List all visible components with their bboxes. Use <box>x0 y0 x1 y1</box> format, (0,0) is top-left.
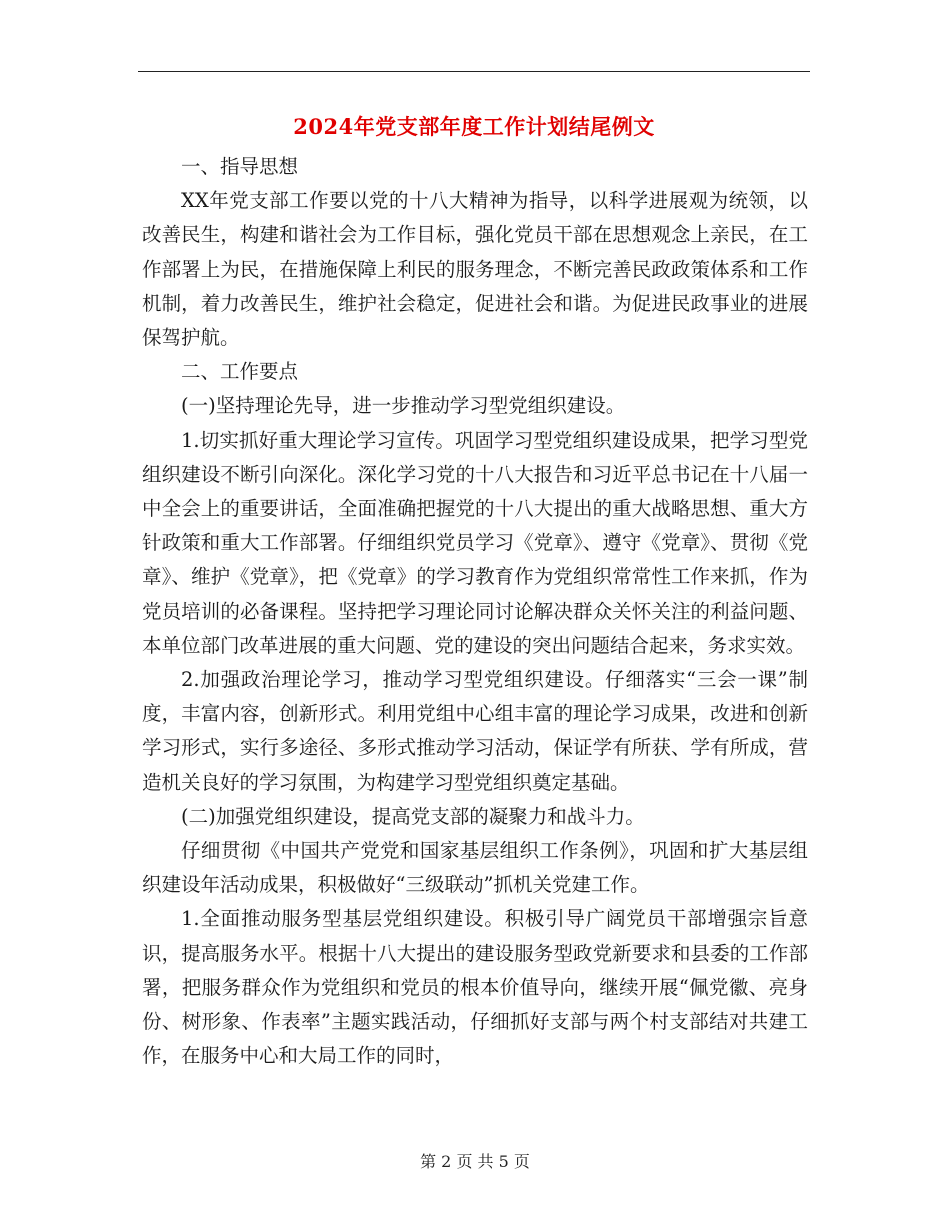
heading-guiding-ideology: 一、指导思想 <box>181 155 299 178</box>
subheading-theory-guidance: (一)坚持理论先导，进一步推动学习型党组织建设。 <box>181 394 626 418</box>
paragraph-political-study: 2.加强政治理论学习，推动学习型党组织建设。仔细落实“三会一课”制度，丰富内容，创新形式。利用党组中心组丰富的理论学习成果，改进和创新学习形式，实行多途径、多形式推动学习活动，保证学有所获、学有所成，营造机关良好的学习氛围，为构建学习型党组织奠定基础。 <box>142 668 808 794</box>
subheading-party-organization: (二)加强党组织建设，提高党支部的凝聚力和战斗力。 <box>181 804 645 828</box>
document-body <box>142 150 808 1073</box>
document-title: 2024年党支部年度工作计划结尾例文 <box>293 114 655 139</box>
header-rule <box>138 71 810 72</box>
paragraph-theory-study: 1.切实抓好重大理论学习宣传。巩固学习型党组织建设成果，把学习型党组织建设不断引向深化。深化学习党的十八大报告和习近平总书记在十八届一中全会上的重要讲话，全面准确把握党的十八大提出的重大战略思想、重大方针政策和重大工作部署。仔细组织党员学习《党章》、遵守《党章》、贯彻《党章》、维护《党章》，把《党章》的学习教育作为党组织常常性工作来抓，作为党员培训的必备课程。坚持把学习理论同讨论解决群众关怀关注的利益问题、本单位部门改革进展的重大问题、党的建设的突出问题结合起来，务求实效。 <box>142 428 808 657</box>
page-number-footer: 第 2 页 共 5 页 <box>420 1152 530 1171</box>
paragraph-service-organization: 1.全面推动服务型基层党组织建设。积极引导广阔党员干部增强宗旨意识，提高服务水平。根据十八大提出的建设服务型政党新要求和县委的工作部署，把服务群众作为党组织和党员的根本价值导向，继续开展“佩党徽、亮身份、树形象、作表率”主题实践活动，仔细抓好支部与两个村支部结对共建工作，在服务中心和大局工作的同时， <box>142 907 808 1068</box>
paragraph-regulations: 仔细贯彻《中国共产党党和国家基层组织工作条例》，巩固和扩大基层组织建设年活动成果，积极做好“三级联动”抓机关党建工作。 <box>142 839 808 897</box>
paragraph-guiding-ideology: XX年党支部工作要以党的十八大精神为指导，以科学进展观为统领，以改善民生，构建和谐社会为工作目标，强化党员干部在思想观念上亲民，在工作部署上为民，在措施保障上利民的服务理念，不断完善民政政策体系和工作机制，着力改善民生，维护社会稳定，促进社会和谐。为促进民政事业的进展保驾护航。 <box>142 189 808 350</box>
heading-work-points: 二、工作要点 <box>181 360 299 384</box>
